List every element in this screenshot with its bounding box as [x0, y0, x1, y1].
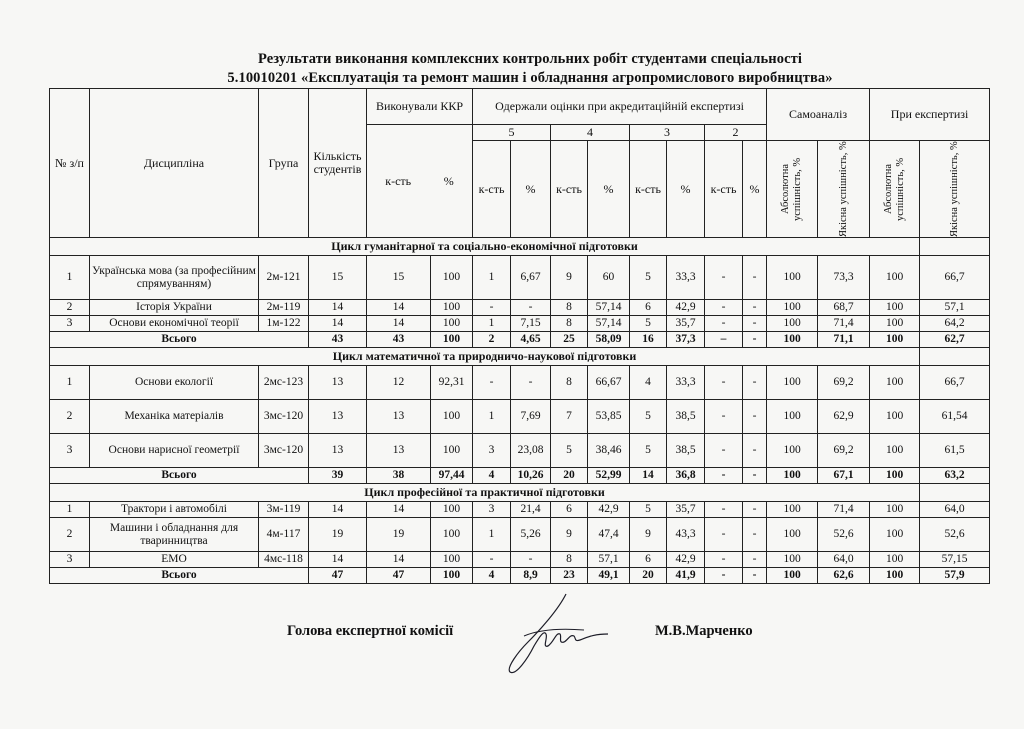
value-cell-g5p: - — [511, 366, 551, 400]
value-cell-kkr_cnt: 12 — [367, 366, 431, 400]
header-self-qual-text: Якісна успішність, % — [837, 141, 849, 237]
total-cell-eq: 63,2 — [920, 468, 990, 484]
value-cell-ea: 100 — [870, 552, 920, 568]
value-cell-kkr_pct: 92,31 — [431, 366, 473, 400]
value-cell-g4p: 60 — [588, 256, 630, 300]
row-number: 3 — [50, 434, 90, 468]
section-empty-cell — [920, 238, 990, 256]
value-cell-sq: 69,2 — [818, 434, 870, 468]
value-cell-kkr_pct: 100 — [431, 518, 473, 552]
group-code: 3мс-120 — [259, 400, 309, 434]
value-cell-g4p: 53,85 — [588, 400, 630, 434]
value-cell-sa: 100 — [767, 366, 818, 400]
value-cell-g3p: 43,3 — [667, 518, 705, 552]
value-cell-g3c: 6 — [630, 300, 667, 316]
value-cell-g4c: 8 — [551, 552, 588, 568]
row-number: 3 — [50, 552, 90, 568]
value-cell-kkr_cnt: 14 — [367, 552, 431, 568]
total-cell-sq: 67,1 — [818, 468, 870, 484]
value-cell-eq: 66,7 — [920, 256, 990, 300]
total-cell-kkr_pct: 100 — [431, 568, 473, 584]
section-empty-cell — [920, 484, 990, 502]
value-cell-g2p: - — [743, 316, 767, 332]
value-cell-g4c: 7 — [551, 400, 588, 434]
value-cell-kkr_pct: 100 — [431, 552, 473, 568]
value-cell-g2p: - — [743, 300, 767, 316]
value-cell-g5c: 3 — [473, 434, 511, 468]
row-number: 2 — [50, 400, 90, 434]
value-cell-eq: 64,0 — [920, 502, 990, 518]
table-row — [50, 518, 990, 552]
total-cell-students: 39 — [309, 468, 367, 484]
table-row — [50, 366, 990, 400]
value-cell-kkr_cnt: 19 — [367, 518, 431, 552]
value-cell-ea: 100 — [870, 366, 920, 400]
table-row — [50, 552, 990, 568]
total-cell-g2p: - — [743, 332, 767, 348]
section-row — [50, 484, 990, 502]
value-cell-g5c: - — [473, 366, 511, 400]
value-cell-sa: 100 — [767, 434, 818, 468]
header-kkr-sub — [367, 125, 473, 238]
value-cell-g3c: 5 — [630, 256, 667, 300]
value-cell-g5p: 7,15 — [511, 316, 551, 332]
value-cell-kkr_cnt: 13 — [367, 434, 431, 468]
value-cell-g2p: - — [743, 552, 767, 568]
header-group: Група — [259, 89, 309, 238]
value-cell-kkr_cnt: 14 — [367, 502, 431, 518]
value-cell-g4p: 47,4 — [588, 518, 630, 552]
value-cell-sq: 71,4 — [818, 502, 870, 518]
value-cell-eq: 52,6 — [920, 518, 990, 552]
section-empty-cell — [920, 348, 990, 366]
total-cell-kkr_cnt: 47 — [367, 568, 431, 584]
value-cell-students: 13 — [309, 434, 367, 468]
header-num: № з/п — [50, 89, 90, 238]
table-row — [50, 400, 990, 434]
total-cell-g3p: 41,9 — [667, 568, 705, 584]
value-cell-g4p: 57,1 — [588, 552, 630, 568]
value-cell-g3c: 5 — [630, 502, 667, 518]
value-cell-ea: 100 — [870, 256, 920, 300]
value-cell-g5c: 3 — [473, 502, 511, 518]
value-cell-g3p: 33,3 — [667, 366, 705, 400]
value-cell-kkr_pct: 100 — [431, 400, 473, 434]
value-cell-g3c: 9 — [630, 518, 667, 552]
header-students: Кількість студентів — [309, 89, 367, 238]
value-cell-students: 14 — [309, 300, 367, 316]
value-cell-g2c: - — [705, 366, 743, 400]
header-g5-cnt: к-сть — [473, 141, 511, 238]
value-cell-students: 14 — [309, 552, 367, 568]
discipline-name: Основи екології — [90, 366, 259, 400]
value-cell-g2c: - — [705, 256, 743, 300]
group-code: 3мс-120 — [259, 434, 309, 468]
header-grade-2: 2 — [705, 125, 767, 141]
value-cell-kkr_cnt: 14 — [367, 316, 431, 332]
section-title: Цикл математичної та природничо-наукової підготовки — [50, 348, 920, 366]
value-cell-ea: 100 — [870, 502, 920, 518]
value-cell-g4c: 8 — [551, 300, 588, 316]
value-cell-g2p: - — [743, 256, 767, 300]
total-row — [50, 468, 990, 484]
group-code: 2мс-123 — [259, 366, 309, 400]
value-cell-g3c: 5 — [630, 434, 667, 468]
total-cell-ea: 100 — [870, 468, 920, 484]
total-cell-students: 47 — [309, 568, 367, 584]
total-cell-g2c: - — [705, 468, 743, 484]
value-cell-g5c: 1 — [473, 256, 511, 300]
value-cell-sa: 100 — [767, 300, 818, 316]
value-cell-g3p: 42,9 — [667, 300, 705, 316]
total-cell-g3c: 16 — [630, 332, 667, 348]
total-cell-g2c: - — [705, 568, 743, 584]
group-code: 4мс-118 — [259, 552, 309, 568]
total-cell-g3p: 36,8 — [667, 468, 705, 484]
value-cell-sq: 62,9 — [818, 400, 870, 434]
total-cell-eq: 62,7 — [920, 332, 990, 348]
header-self-qual — [818, 141, 870, 238]
value-cell-g4c: 8 — [551, 316, 588, 332]
value-cell-g2p: - — [743, 434, 767, 468]
total-cell-sa: 100 — [767, 568, 818, 584]
table-row — [50, 256, 990, 300]
value-cell-eq: 64,2 — [920, 316, 990, 332]
value-cell-g2p: - — [743, 502, 767, 518]
value-cell-g3p: 38,5 — [667, 400, 705, 434]
value-cell-sa: 100 — [767, 502, 818, 518]
discipline-name: Історія України — [90, 300, 259, 316]
discipline-name: Машини і обладнання для тваринництва — [90, 518, 259, 552]
total-cell-sa: 100 — [767, 332, 818, 348]
header-g3-pct: % — [667, 141, 705, 238]
total-cell-sq: 71,1 — [818, 332, 870, 348]
header-g5-pct: % — [511, 141, 551, 238]
value-cell-students: 19 — [309, 518, 367, 552]
total-cell-ea: 100 — [870, 332, 920, 348]
value-cell-g2c: - — [705, 552, 743, 568]
value-cell-kkr_pct: 100 — [431, 434, 473, 468]
value-cell-g5c: 1 — [473, 400, 511, 434]
group-code: 3м-119 — [259, 502, 309, 518]
value-cell-eq: 61,54 — [920, 400, 990, 434]
value-cell-g2p: - — [743, 518, 767, 552]
discipline-name: Основи економічної теорії — [90, 316, 259, 332]
value-cell-g4c: 5 — [551, 434, 588, 468]
discipline-name: Механіка матеріалів — [90, 400, 259, 434]
header-g4-cnt: к-сть — [551, 141, 588, 238]
value-cell-ea: 100 — [870, 518, 920, 552]
total-cell-g5c: 4 — [473, 568, 511, 584]
results-table — [49, 88, 990, 584]
header-grade-5: 5 — [473, 125, 551, 141]
value-cell-g4c: 9 — [551, 518, 588, 552]
row-number: 3 — [50, 316, 90, 332]
value-cell-kkr_cnt: 15 — [367, 256, 431, 300]
total-cell-students: 43 — [309, 332, 367, 348]
section-row — [50, 348, 990, 366]
header-g2-cnt: к-сть — [705, 141, 743, 238]
value-cell-sa: 100 — [767, 256, 818, 300]
value-cell-g3p: 42,9 — [667, 552, 705, 568]
total-label: Всього — [50, 332, 309, 348]
value-cell-sq: 64,0 — [818, 552, 870, 568]
header-expert: При експертизі — [870, 89, 990, 141]
value-cell-g5p: 5,26 — [511, 518, 551, 552]
header-self-abs — [767, 141, 818, 238]
total-cell-g4c: 20 — [551, 468, 588, 484]
value-cell-g3p: 35,7 — [667, 316, 705, 332]
value-cell-sa: 100 — [767, 552, 818, 568]
value-cell-kkr_pct: 100 — [431, 300, 473, 316]
value-cell-students: 13 — [309, 400, 367, 434]
total-row — [50, 332, 990, 348]
total-label: Всього — [50, 568, 309, 584]
total-cell-kkr_pct: 100 — [431, 332, 473, 348]
total-cell-g2p: - — [743, 468, 767, 484]
value-cell-g5c: - — [473, 552, 511, 568]
value-cell-g3c: 6 — [630, 552, 667, 568]
header-expert-abs-text: Абсолютна успішність, % — [882, 157, 906, 221]
row-number: 2 — [50, 300, 90, 316]
value-cell-sq: 68,7 — [818, 300, 870, 316]
value-cell-sa: 100 — [767, 316, 818, 332]
value-cell-g4p: 57,14 — [588, 316, 630, 332]
value-cell-g3c: 5 — [630, 316, 667, 332]
value-cell-g2c: - — [705, 434, 743, 468]
value-cell-kkr_pct: 100 — [431, 502, 473, 518]
header-expert-qual-text: Якісна успішність, % — [948, 141, 960, 237]
table-row — [50, 502, 990, 518]
value-cell-ea: 100 — [870, 300, 920, 316]
title-line-1: Результати виконання комплексних контрольних робіт студентами спеціальності — [257, 51, 802, 67]
commission-label: Голова експертної комісії — [287, 623, 454, 639]
value-cell-g2p: - — [743, 366, 767, 400]
value-cell-g4c: 9 — [551, 256, 588, 300]
value-cell-students: 15 — [309, 256, 367, 300]
discipline-name: Українська мова (за професійним спрямуванням) — [90, 256, 259, 300]
total-cell-g4p: 58,09 — [588, 332, 630, 348]
header-self: Самоаналіз — [767, 89, 870, 141]
value-cell-sq: 71,4 — [818, 316, 870, 332]
row-number: 2 — [50, 518, 90, 552]
total-cell-g4c: 25 — [551, 332, 588, 348]
total-cell-g4p: 52,99 — [588, 468, 630, 484]
header-g3-cnt: к-сть — [630, 141, 667, 238]
total-cell-eq: 57,9 — [920, 568, 990, 584]
value-cell-eq: 66,7 — [920, 366, 990, 400]
total-cell-g2p: - — [743, 568, 767, 584]
group-code: 4м-117 — [259, 518, 309, 552]
value-cell-g5p: 21,4 — [511, 502, 551, 518]
row-number: 1 — [50, 256, 90, 300]
total-cell-g5c: 2 — [473, 332, 511, 348]
value-cell-kkr_pct: 100 — [431, 256, 473, 300]
value-cell-g3p: 33,3 — [667, 256, 705, 300]
header-g4-pct: % — [588, 141, 630, 238]
header-expert-qual — [920, 141, 990, 238]
value-cell-g5c: 1 — [473, 518, 511, 552]
value-cell-g5c: - — [473, 300, 511, 316]
value-cell-sa: 100 — [767, 518, 818, 552]
value-cell-g4p: 66,67 — [588, 366, 630, 400]
value-cell-sq: 69,2 — [818, 366, 870, 400]
total-cell-g5p: 10,26 — [511, 468, 551, 484]
total-cell-g5c: 4 — [473, 468, 511, 484]
total-cell-g3c: 20 — [630, 568, 667, 584]
value-cell-eq: 57,1 — [920, 300, 990, 316]
total-cell-sq: 62,6 — [818, 568, 870, 584]
value-cell-g3p: 35,7 — [667, 502, 705, 518]
header-kkr-pct: % — [443, 173, 454, 188]
table-body — [50, 238, 990, 584]
title-line-2: 5.10010201 «Експлуатація та ремонт машин і обладнання агропромислового виробництва» — [227, 70, 833, 86]
discipline-name: ЕМО — [90, 552, 259, 568]
row-number: 1 — [50, 502, 90, 518]
discipline-name: Трактори і автомобілі — [90, 502, 259, 518]
total-cell-kkr_cnt: 38 — [367, 468, 431, 484]
header-g2-pct: % — [743, 141, 767, 238]
value-cell-sa: 100 — [767, 400, 818, 434]
header-expert-abs — [870, 141, 920, 238]
value-cell-ea: 100 — [870, 316, 920, 332]
header-self-abs-text: Абсолютна успішність, % — [780, 157, 804, 221]
value-cell-g5c: 1 — [473, 316, 511, 332]
value-cell-g4c: 6 — [551, 502, 588, 518]
value-cell-students: 13 — [309, 366, 367, 400]
row-number: 1 — [50, 366, 90, 400]
value-cell-kkr_cnt: 13 — [367, 400, 431, 434]
total-cell-kkr_cnt: 43 — [367, 332, 431, 348]
value-cell-sq: 52,6 — [818, 518, 870, 552]
total-cell-g4p: 49,1 — [588, 568, 630, 584]
value-cell-g2c: - — [705, 300, 743, 316]
total-label: Всього — [50, 468, 309, 484]
value-cell-g4p: 57,14 — [588, 300, 630, 316]
section-row — [50, 238, 990, 256]
table-row — [50, 434, 990, 468]
value-cell-g2c: - — [705, 316, 743, 332]
value-cell-g4p: 38,46 — [588, 434, 630, 468]
value-cell-g2c: - — [705, 518, 743, 552]
signer-name: М.В.Марченко — [655, 623, 753, 639]
group-code: 1м-122 — [259, 316, 309, 332]
total-cell-sa: 100 — [767, 468, 818, 484]
value-cell-g3c: 4 — [630, 366, 667, 400]
group-code: 2м-119 — [259, 300, 309, 316]
total-cell-kkr_pct: 97,44 — [431, 468, 473, 484]
value-cell-eq: 61,5 — [920, 434, 990, 468]
total-cell-g5p: 4,65 — [511, 332, 551, 348]
section-title: Цикл гуманітарної та соціально-економічної підготовки — [50, 238, 920, 256]
document-title — [120, 50, 940, 88]
value-cell-g5p: - — [511, 552, 551, 568]
table-row — [50, 316, 990, 332]
value-cell-g3c: 5 — [630, 400, 667, 434]
value-cell-g5p: - — [511, 300, 551, 316]
header-kkr-cnt: к-сть — [385, 173, 412, 188]
table-row — [50, 300, 990, 316]
value-cell-g2c: - — [705, 502, 743, 518]
value-cell-kkr_pct: 100 — [431, 316, 473, 332]
group-code: 2м-121 — [259, 256, 309, 300]
value-cell-sq: 73,3 — [818, 256, 870, 300]
header-grade-3: 3 — [630, 125, 705, 141]
total-row — [50, 568, 990, 584]
total-cell-ea: 100 — [870, 568, 920, 584]
value-cell-eq: 57,15 — [920, 552, 990, 568]
value-cell-g2p: - — [743, 400, 767, 434]
total-cell-g3p: 37,3 — [667, 332, 705, 348]
value-cell-g4p: 42,9 — [588, 502, 630, 518]
total-cell-g2c: – — [705, 332, 743, 348]
header-grades: Одержали оцінки при акредитаційній експертизі — [473, 89, 767, 125]
value-cell-ea: 100 — [870, 434, 920, 468]
total-cell-g5p: 8,9 — [511, 568, 551, 584]
value-cell-ea: 100 — [870, 400, 920, 434]
header-kkr: Виконували ККР — [367, 89, 473, 125]
header-grade-4: 4 — [551, 125, 630, 141]
discipline-name: Основи нарисної геометрії — [90, 434, 259, 468]
value-cell-g2c: - — [705, 400, 743, 434]
value-cell-g4c: 8 — [551, 366, 588, 400]
value-cell-students: 14 — [309, 502, 367, 518]
section-title: Цикл професійної та практичної підготовки — [50, 484, 920, 502]
signature-mark — [488, 590, 618, 680]
value-cell-g5p: 23,08 — [511, 434, 551, 468]
value-cell-g3p: 38,5 — [667, 434, 705, 468]
total-cell-g3c: 14 — [630, 468, 667, 484]
value-cell-g5p: 6,67 — [511, 256, 551, 300]
value-cell-students: 14 — [309, 316, 367, 332]
value-cell-kkr_cnt: 14 — [367, 300, 431, 316]
value-cell-g5p: 7,69 — [511, 400, 551, 434]
header-discipline: Дисципліна — [90, 89, 259, 238]
total-cell-g4c: 23 — [551, 568, 588, 584]
